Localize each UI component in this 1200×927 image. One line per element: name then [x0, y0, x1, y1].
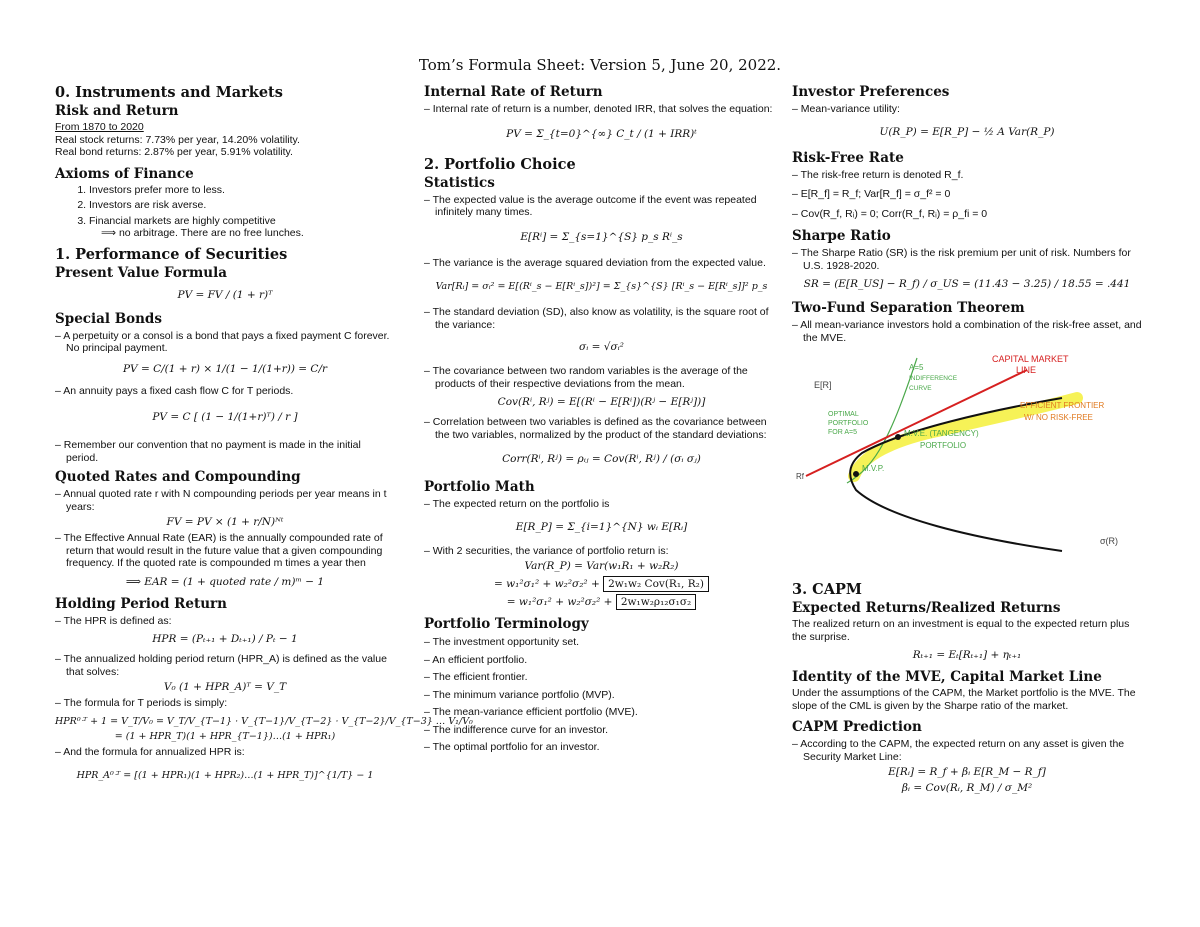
subsection-title: Risk-Free Rate	[792, 149, 904, 166]
bullet: – All mean-variance investors hold a combination of the risk-free asset, and the MVE.	[792, 319, 1142, 344]
subsection-title: Internal Rate of Return	[424, 84, 603, 100]
bullet: – The variance is the average squared deviation from the expected value.	[424, 257, 779, 270]
subsection-title: Quoted Rates and Compounding	[55, 469, 301, 485]
list-item: – An efficient portfolio.	[424, 654, 779, 667]
formula: HPR⁰ᐧᵀ + 1 = V_T/V₀ = V_T/V_{T−1} · V_{T−1}/V_{T−2} · V_{T−2}/V_{T−3} … V₁/V₀	[55, 715, 473, 727]
subsection-title: Identity of the MVE, Capital Market Line	[792, 669, 1102, 685]
bullet: – The standard deviation (SD), also know as volatility, is the square root of the variance:	[424, 306, 779, 331]
subsection-title: Expected Returns/Realized Returns	[792, 600, 1061, 616]
boxed-term: 2w₁w₂ Cov(R₁, R₂)	[603, 576, 709, 592]
cml-label: CAPITAL MARKET	[992, 354, 1069, 364]
paragraph: Under the assumptions of the CAPM, the Market portfolio is the MVE. The slope of the CML is given by the Sharpe ratio of the market.	[792, 687, 1136, 712]
mve-point	[895, 434, 901, 440]
bullet: – The expected return on the portfolio is	[424, 498, 779, 511]
formula: SR = (E[R_US] − R_f) / σ_US = (11.43 − 3.25) / 18.55 = .441	[803, 278, 1131, 290]
bullet: – The HPR is defined as:	[55, 615, 395, 628]
paragraph: The realized return on an investment is equal to the expected return plus the surprise.	[792, 618, 1130, 643]
bullet: – E[R_f] = R_f; Var[R_f] = σ_f² = 0	[792, 188, 1142, 201]
list-item: – The indifference curve for an investor.	[424, 724, 779, 737]
formula: ⟹ EAR = (1 + quoted rate / m)ᵐ − 1	[125, 575, 325, 588]
bullet: – Cov(R_f, Rᵢ) = 0; Corr(R_f, Rᵢ) = ρ_fi = 0	[792, 208, 1142, 221]
list-item: – The optimal portfolio for an investor.	[424, 741, 779, 754]
mvp-point	[853, 471, 859, 477]
formula: PV = Σ_{t=0}^{∞} C_t / (1 + IRR)ᵗ	[506, 127, 697, 140]
subsection-title: Investor Preferences	[792, 84, 950, 100]
formula: V₀ (1 + HPR_A)ᵀ = V_T	[163, 681, 287, 693]
formula-part: = w₁²σ₁² + w₂²σ₂² +	[506, 596, 613, 608]
subsection-title: Present Value Formula	[55, 264, 227, 281]
axiom-item	[89, 215, 395, 240]
page-title: Tom’s Formula Sheet: Version 5, June 20, 2022.	[418, 56, 782, 74]
axiom-item: 1. Investors prefer more to less.	[89, 184, 395, 197]
formula: Var(R_P) = Var(w₁R₁ + w₂R₂)	[524, 560, 679, 572]
formula: σᵢ = √σᵢ²	[579, 341, 624, 353]
subsection-title: Statistics	[424, 174, 495, 191]
subsection-title: Axioms of Finance	[55, 165, 194, 182]
boxed-term: 2w₁w₂ρ₁₂σ₁σ₂	[616, 594, 696, 610]
bullet: – And the formula for annualized HPR is:	[55, 746, 395, 759]
bullet: – The formula for T periods is simply:	[55, 697, 395, 710]
bullet: – Annual quoted rate r with N compounding periods per year means in t years:	[55, 488, 395, 513]
subsection-title: Holding Period Return	[55, 595, 227, 612]
period-label: From 1870 to 2020	[55, 121, 144, 133]
section-title: 3. CAPM	[792, 581, 862, 598]
bullet: – Remember our convention that no payment is made in the initial period.	[55, 439, 395, 464]
section-title: 1. Performance of Securities	[55, 245, 288, 263]
formula: U(R_P) = E[R_P] − ½ A Var(R_P)	[879, 125, 1055, 138]
formula	[424, 596, 779, 608]
formula: PV = C [ (1 − 1/(1+r)ᵀ) / r ]	[152, 411, 298, 423]
optimal-label: OPTIMAL	[828, 411, 859, 418]
cml-label: LINE	[1016, 365, 1037, 375]
terminology-list	[424, 636, 779, 754]
formula: PV = FV / (1 + r)ᵀ	[177, 288, 273, 301]
formula: HPR_A⁰ᐧᵀ = [(1 + HPR₁)(1 + HPR₂)…(1 + HPR_T)]^{1/T} − 1	[76, 770, 374, 781]
subsection-title: Two-Fund Separation Theorem	[792, 300, 1025, 316]
mve-label: M.V.E. (TANGENCY)	[904, 429, 979, 438]
axiom-text: ⟹ no arbitrage. There are no free lunches.	[101, 227, 304, 239]
bullet: – Mean-variance utility:	[792, 103, 1142, 116]
bullet: – The covariance between two random variables is the average of the products of their respective deviations from the mean.	[424, 365, 779, 390]
x-axis-label: σ(R)	[1100, 536, 1119, 546]
ic-label: CURVE	[909, 385, 932, 392]
formula	[424, 578, 779, 590]
column-3	[792, 84, 1142, 798]
list-item: – The efficient frontier.	[424, 671, 779, 684]
section-title: 0. Instruments and Markets	[55, 84, 283, 101]
bullet: – An annuity pays a fixed cash flow C for T periods.	[55, 385, 395, 398]
axiom-text: Financial markets are highly competitive	[89, 214, 276, 227]
subsection-title: Portfolio Terminology	[424, 616, 589, 632]
formula: E[R_P] = Σ_{i=1}^{N} wᵢ E[Rᵢ]	[515, 520, 688, 533]
subsection-title: Portfolio Math	[424, 479, 535, 495]
bullet: – Internal rate of return is a number, denoted IRR, that solves the equation:	[424, 103, 779, 116]
formula: Var[Rᵢ] = σᵢ² = E[(Rⁱ_s − E[Rⁱ_s])²] = Σ_{s}^{S} [Rⁱ_s − E[Rⁱ_s]]² p_s	[435, 281, 768, 292]
subsection-title: CAPM Prediction	[792, 719, 922, 735]
bullet: – According to the CAPM, the expected return on any asset is given the Security Market Line:	[792, 738, 1142, 763]
subsection-title: Special Bonds	[55, 310, 162, 327]
frontier-label: EFFICIENT FRONTIER	[1020, 401, 1105, 410]
formula: E[Rᵢ] = R_f + βᵢ E[R_M − R_f]	[888, 766, 1046, 778]
formula-part: = w₁²σ₁² + w₂²σ₂² +	[494, 578, 600, 590]
stock-returns: Real stock returns: 7.73% per year, 14.20% volatility.	[55, 133, 300, 146]
column-2	[424, 84, 779, 759]
formula: βᵢ = Cov(Rᵢ, R_M) / σ_M²	[901, 782, 1033, 794]
formula: PV = C/(1 + r) × 1/(1 − 1/(1+r)) = C/r	[122, 362, 328, 375]
subsection-title: Risk and Return	[55, 103, 179, 119]
bullet: – Correlation between two variables is defined as the covariance between the two variables, normalized by the product of the standard deviations:	[424, 416, 779, 441]
list-item: – The investment opportunity set.	[424, 636, 779, 649]
formula: FV = PV × (1 + r/N)ᴺᵗ	[166, 516, 284, 528]
formula: = (1 + HPR_T)(1 + HPR_{T−1})…(1 + HPR₁)	[114, 730, 336, 742]
formula: Corr(Rⁱ, Rʲ) = ρᵢⱼ = Cov(Rⁱ, Rʲ) / (σᵢ σⱼ)	[502, 453, 701, 465]
formula: Rₜ₊₁ = Eₜ[Rₜ₊₁] + ηₜ₊₁	[912, 649, 1022, 661]
ic-label: A=5	[909, 363, 924, 372]
y-axis-label: E[R]	[814, 380, 832, 390]
formula: HPR = (Pₜ₊₁ + Dₜ₊₁) / Pₜ − 1	[152, 633, 298, 645]
risk-free-label: Rf	[796, 472, 804, 481]
bullet: – The risk-free return is denoted R_f.	[792, 169, 1142, 182]
bullet: – The annualized holding period return (HPR_A) is defined as the value that solves:	[55, 653, 395, 678]
frontier-label: W/ NO RISK-FREE	[1024, 413, 1093, 422]
ic-label: INDIFFERENCE	[909, 375, 958, 382]
section-title: 2. Portfolio Choice	[424, 155, 576, 173]
optimal-label: FOR A=5	[828, 429, 857, 436]
formula: Cov(Rⁱ, Rʲ) = E[(Rⁱ − E[Rⁱ])(Rʲ − E[Rʲ])]	[497, 396, 706, 408]
optimal-label: PORTFOLIO	[828, 420, 869, 427]
list-item: – The minimum variance portfolio (MVP).	[424, 689, 779, 702]
bullet: – The expected value is the average outcome if the event was repeated infinitely many times.	[424, 194, 779, 219]
mvp-label: M.V.P.	[862, 464, 885, 473]
subsection-title: Sharpe Ratio	[792, 228, 891, 244]
bullet: – The Effective Annual Rate (EAR) is the annually compounded rate of return that would result in the future value that a given compounding frequency. If the quoted rate is compounded m times a year then	[55, 532, 395, 570]
bullet: – A perpetuity or a consol is a bond that pays a fixed payment C forever. No principal payment.	[55, 330, 395, 355]
bullet: – With 2 securities, the variance of portfolio return is:	[424, 545, 779, 558]
list-item: – The mean-variance efficient portfolio (MVE).	[424, 706, 779, 719]
efficient-frontier-figure	[792, 348, 1142, 573]
bond-returns: Real bond returns: 2.87% per year, 5.91% volatility.	[55, 146, 293, 158]
formula: E[Rⁱ] = Σ_{s=1}^{S} p_s Rⁱ_s	[520, 230, 683, 243]
mve-label: PORTFOLIO	[920, 441, 967, 450]
axioms-list	[55, 184, 395, 240]
axiom-item: 2. Investors are risk averse.	[89, 199, 395, 212]
bullet: – The Sharpe Ratio (SR) is the risk premium per unit of risk. Numbers for U.S. 1928-2020.	[792, 247, 1142, 272]
